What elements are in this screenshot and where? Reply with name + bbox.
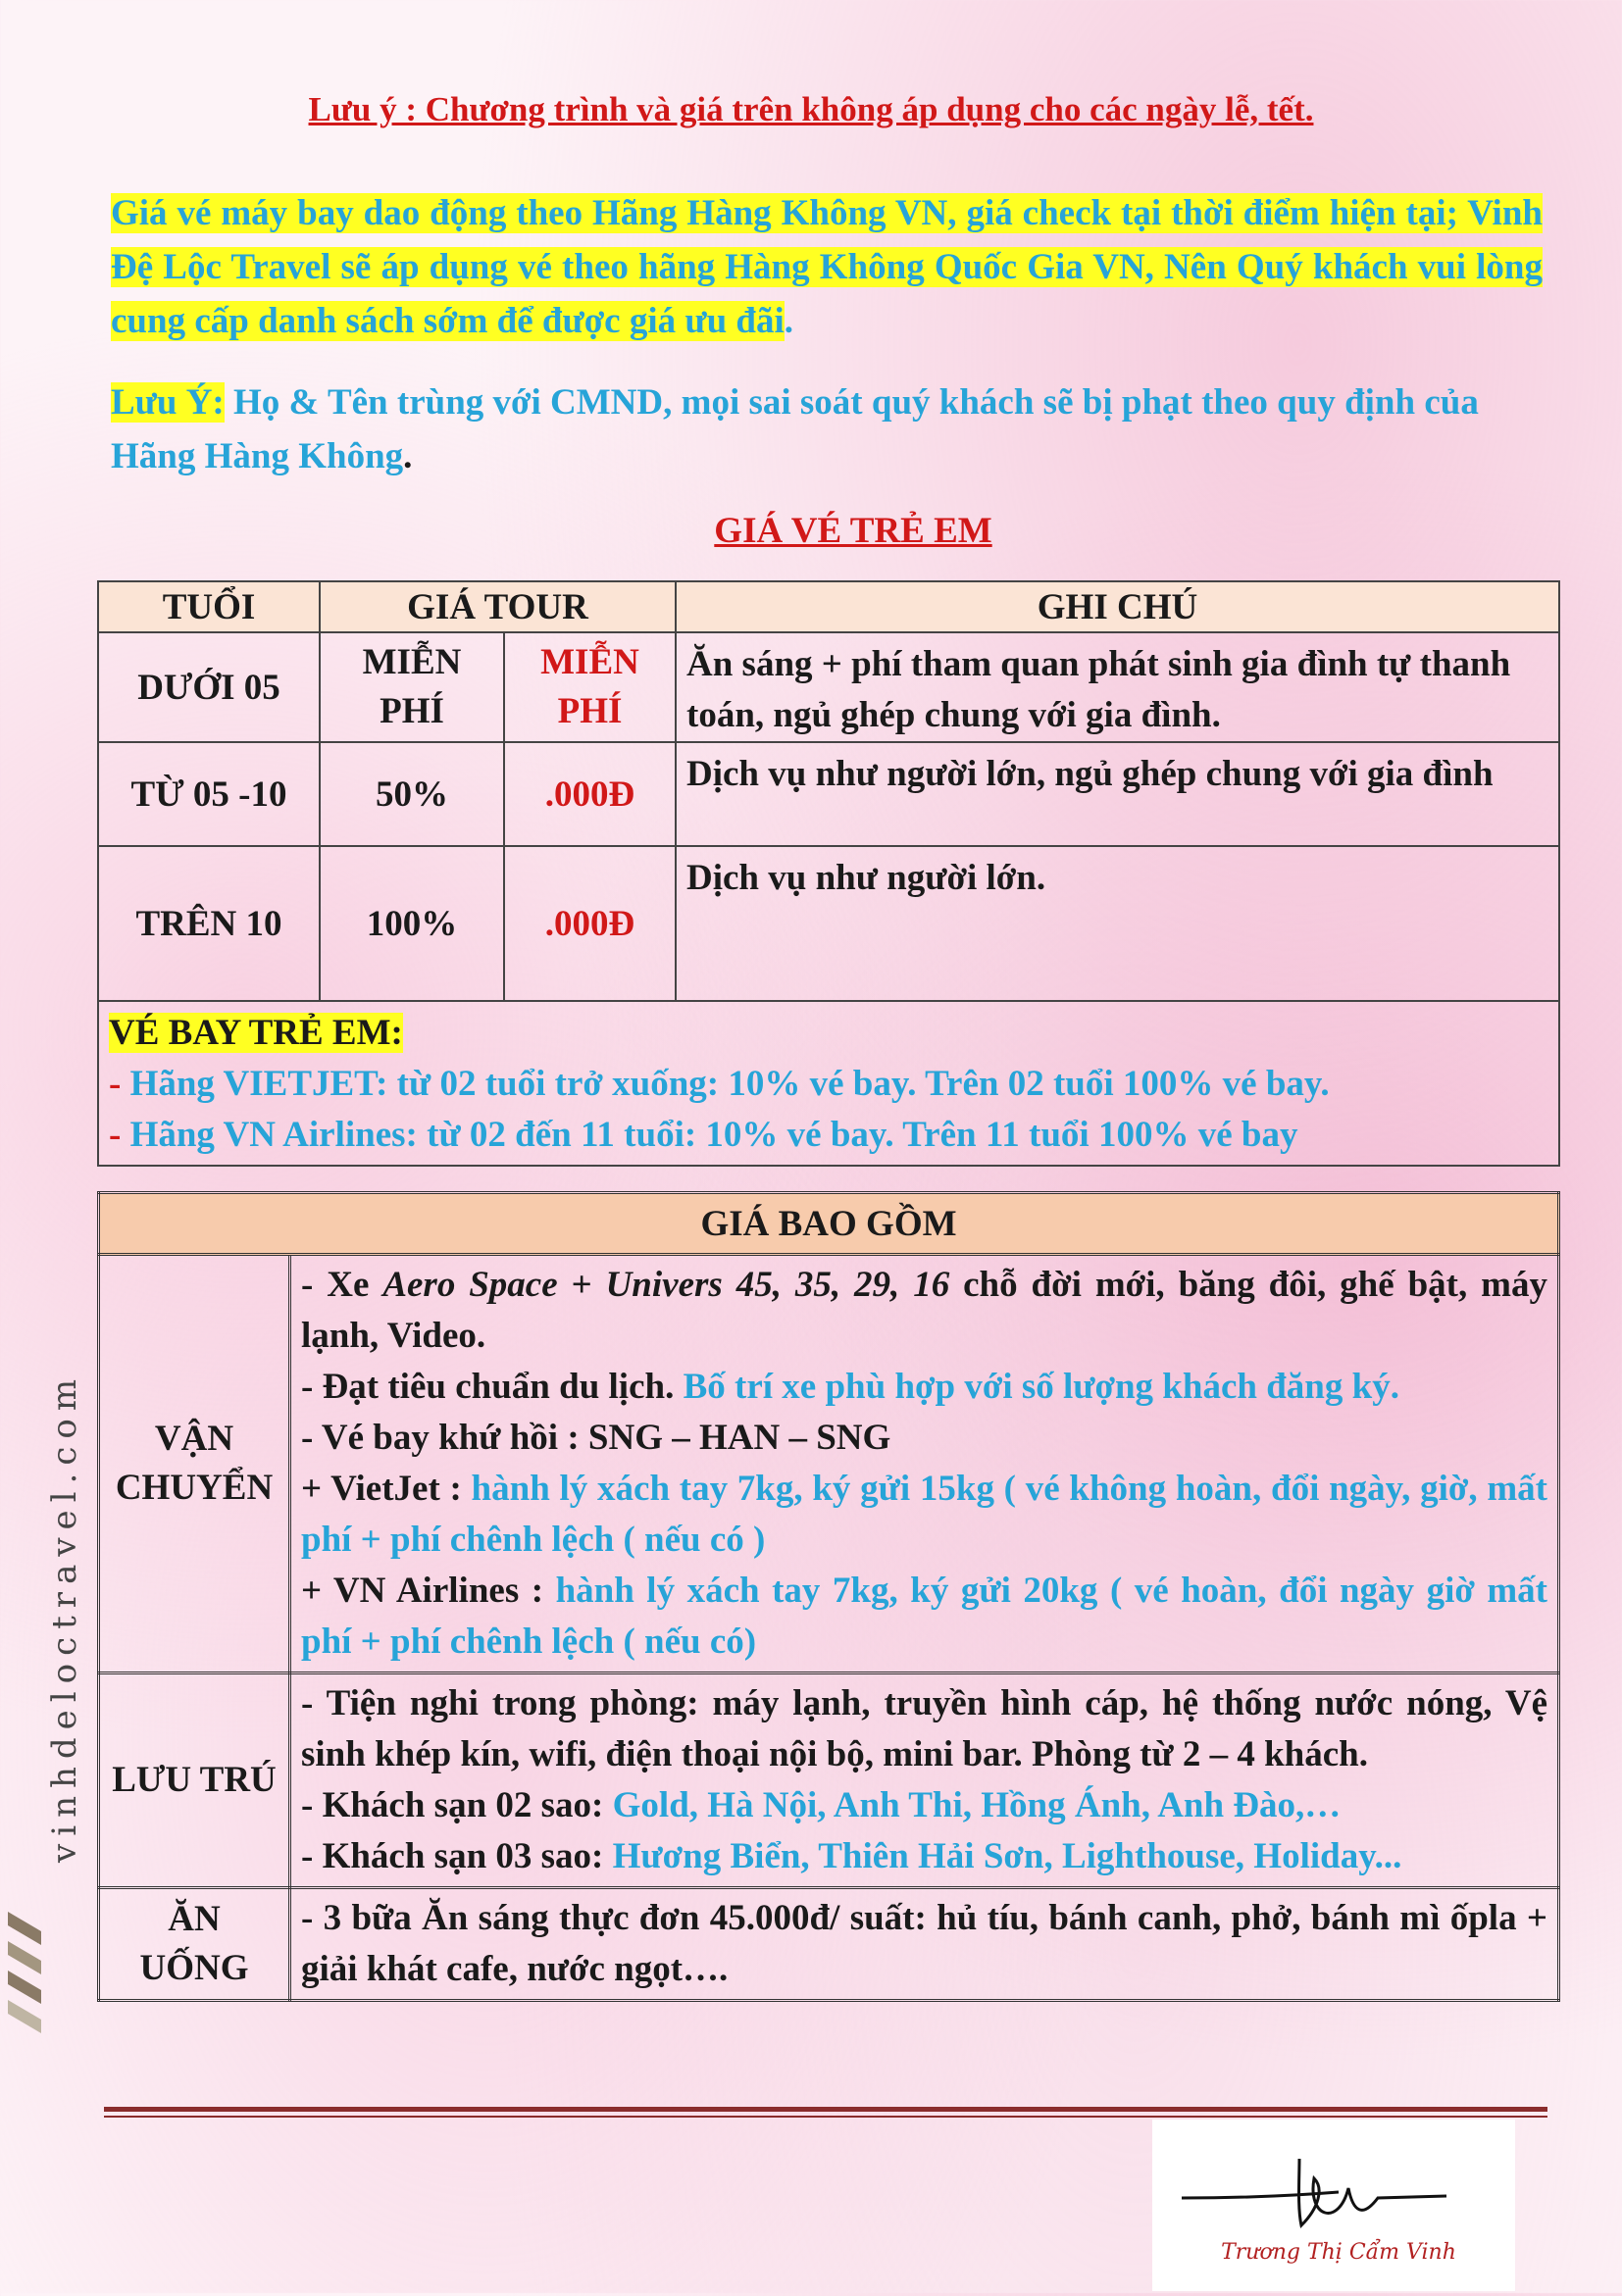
- row-amount: MIỄN PHÍ: [504, 632, 676, 742]
- signature-area: [1152, 2120, 1515, 2291]
- row-note: Dịch vụ như người lớn, ngủ ghép chung với gia đình: [676, 742, 1559, 846]
- child-flight-cell: [98, 1001, 1559, 1166]
- transport-line3: - Vé bay khứ hồi : SNG – HAN – SNG: [301, 1418, 891, 1458]
- transport-line2-b: Bố trí xe phù hợp với số lượng khách đăng ký: [683, 1367, 1391, 1407]
- table-row: [98, 846, 1559, 1001]
- header-price: GIÁ TOUR: [320, 581, 676, 632]
- child-flight-row: [98, 1001, 1559, 1166]
- signature-icon: [1152, 2120, 1515, 2291]
- id-note: [111, 375, 1543, 483]
- side-website-url: vinhdeloctravel.com: [45, 1371, 84, 1863]
- row-note: Ăn sáng + phí tham quan phát sinh gia đình tự thanh toán, ngủ ghép chung với gia đình.: [676, 632, 1559, 742]
- flight-line-dash: -: [109, 1115, 130, 1155]
- holiday-note: Lưu ý : Chương trình và giá trên không áp dụng cho các ngày lễ, tết.: [308, 90, 1314, 128]
- stay-label: LƯU TRÚ: [99, 1673, 290, 1888]
- transport-line1-d: Univers 45, 35, 29, 16: [605, 1265, 950, 1305]
- transport-details: [290, 1255, 1559, 1673]
- food-label: ĂN UỐNG: [99, 1888, 290, 2001]
- flight-line-dash: -: [109, 1064, 130, 1104]
- airfare-note: [111, 186, 1543, 348]
- header-note: GHI CHÚ: [676, 581, 1559, 632]
- stay-row: [99, 1673, 1559, 1888]
- child-flight-title: VÉ BAY TRẺ EM:: [109, 1013, 403, 1053]
- id-note-text: Họ & Tên trùng với CMND, mọi sai soát quý khách sẽ bị phạt theo quy định của Hãng Hàng Không: [111, 382, 1479, 476]
- row-percent: 100%: [320, 846, 504, 1001]
- transport-label: VẬN CHUYỂN: [99, 1255, 290, 1673]
- flight-line-vietjet: Hãng VIETJET: từ 02 tuổi trở xuống: 10% vé bay. Trên 02 tuổi 100% vé bay.: [129, 1064, 1330, 1104]
- footer-rule-thin: [104, 2116, 1547, 2118]
- airfare-note-text: Giá vé máy bay dao động theo Hãng Hàng Không VN, giá check tại thời điểm hiện tại; Vinh Đệ Lộc Travel sẽ áp dụng vé theo hãng Hàng Không Quốc Gia VN, Nên Quý khách vui lòng cung cấp danh sách sớm để được giá ưu đãi: [111, 193, 1543, 341]
- row-note: Dịch vụ như người lớn.: [676, 846, 1559, 1001]
- transport-line1-e: chỗ đời mới, băng đôi, ghế bật, máy lạnh, Video.: [301, 1265, 1547, 1356]
- airfare-note-end: .: [784, 301, 794, 341]
- included-table: [97, 1191, 1560, 2002]
- transport-line4-b: hành lý xách tay 7kg, ký gửi 15kg ( vé không hoàn, đổi ngày, giờ, mất phí + phí chênh lệch ( nếu có ): [301, 1469, 1547, 1560]
- id-note-label: Lưu Ý:: [111, 382, 225, 423]
- signature-name: Trương Thị Cẩm Vinh: [1221, 2240, 1456, 2265]
- row-age: TRÊN 10: [98, 846, 320, 1001]
- stay-line1: - Tiện nghi trong phòng: máy lạnh, truyền hình cáp, hệ thống nước nóng, Vệ sinh khép kín, wifi, điện thoại nội bộ, mini bar. Phòng từ 2 – 4 khách.: [301, 1683, 1547, 1774]
- row-age: DƯỚI 05: [98, 632, 320, 742]
- food-row: [99, 1888, 1559, 2001]
- transport-line1-c: +: [557, 1265, 606, 1305]
- row-age: TỪ 05 -10: [98, 742, 320, 846]
- transport-line4-a: + VietJet :: [301, 1469, 472, 1509]
- table-row: [98, 632, 1559, 742]
- stay-details: [290, 1673, 1559, 1888]
- header-age: TUỔI: [98, 581, 320, 632]
- brand-logo: [8, 1912, 47, 2064]
- transport-row: [99, 1255, 1559, 1673]
- stay-line3-a: - Khách sạn 03 sao:: [301, 1836, 613, 1876]
- transport-line2-c: .: [1390, 1367, 1399, 1407]
- transport-line1-a: - Xe: [301, 1265, 383, 1305]
- child-price-title: GIÁ VÉ TRẺ EM: [714, 511, 992, 551]
- stay-line2-b: Gold, Hà Nội, Anh Thi, Hồng Ánh, Anh Đào,…: [612, 1785, 1342, 1825]
- food-details: - 3 bữa Ăn sáng thực đơn 45.000đ/ suất: hủ tíu, bánh canh, phở, bánh mì ốpla + giải khát cafe, nước ngọt….: [290, 1888, 1559, 2001]
- included-header-row: [99, 1193, 1559, 1255]
- table-row: [98, 742, 1559, 846]
- row-percent: MIỄN PHÍ: [320, 632, 504, 742]
- row-amount: .000Đ: [504, 846, 676, 1001]
- transport-line5-b: hành lý xách tay 7kg, ký gửi 20kg ( vé hoàn, đổi ngày giờ mất phí + phí chênh lệch ( nếu có): [301, 1571, 1547, 1662]
- included-title: GIÁ BAO GỒM: [99, 1193, 1559, 1255]
- flight-line-vn-airlines: Hãng VN Airlines: từ 02 đến 11 tuổi: 10% vé bay. Trên 11 tuổi 100% vé bay: [129, 1115, 1298, 1155]
- transport-line5-a: + VN Airlines :: [301, 1571, 556, 1611]
- footer-rule: [104, 2107, 1547, 2112]
- id-note-end: .: [403, 436, 413, 476]
- transport-line2-a: - Đạt tiêu chuẩn du lịch.: [301, 1367, 684, 1407]
- stay-line2-a: - Khách sạn 02 sao:: [301, 1785, 613, 1825]
- row-percent: 50%: [320, 742, 504, 846]
- child-price-header-row: [98, 581, 1559, 632]
- transport-line1-b: Aero Space: [382, 1265, 558, 1305]
- row-amount: .000Đ: [504, 742, 676, 846]
- stay-line3-b: Hương Biển, Thiên Hải Sơn, Lighthouse, Holiday...: [612, 1836, 1402, 1876]
- child-price-table: [97, 580, 1560, 1167]
